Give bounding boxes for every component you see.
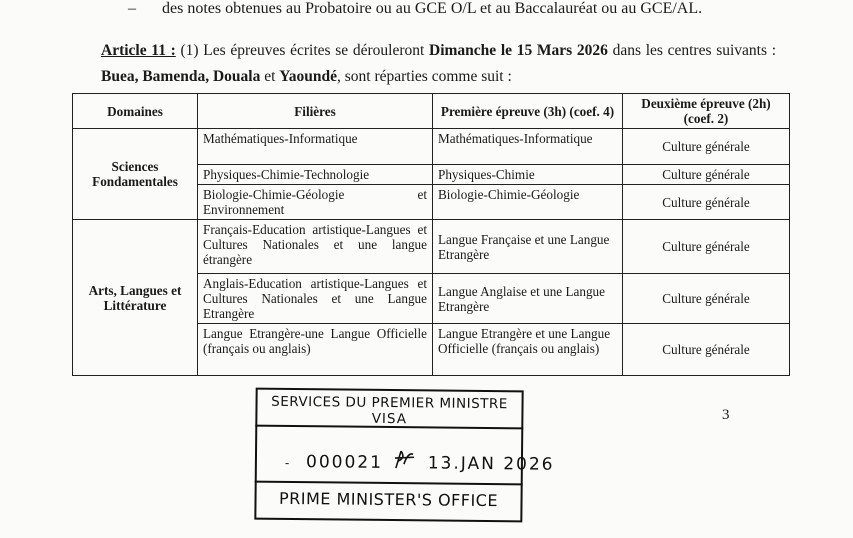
premiere-cell: Langue Anglaise et une Langue Etrangère bbox=[433, 274, 623, 324]
table-row bbox=[73, 129, 790, 165]
domain-cell: Sciences Fondamentales bbox=[73, 129, 198, 220]
filiere-cell: Français-Education artistique-Langues et Cultures Nationales et une langue étrangère bbox=[198, 220, 433, 274]
article-text: (1) Les épreuves écrites se dérouleront bbox=[175, 42, 429, 59]
stamp-services-line: SERVICES DU PREMIER MINISTRE bbox=[271, 393, 508, 413]
article-city-last: Yaoundé bbox=[279, 68, 337, 85]
article-cities: Buea, Bamenda, Douala bbox=[101, 68, 261, 85]
filiere-cell: Biologie-Chimie-Géologie et Environnement bbox=[198, 185, 433, 220]
premiere-cell: Langue Française et une Langue Etrangère bbox=[433, 220, 623, 274]
deuxieme-cell: Culture générale bbox=[623, 220, 790, 274]
filiere-cell: Anglais-Education artistique-Langues et Cultures Nationales et une Langue Etrangère bbox=[198, 274, 433, 324]
bullet-line bbox=[128, 0, 702, 18]
dash-bullet: – bbox=[128, 0, 136, 17]
deuxieme-cell: Culture générale bbox=[623, 129, 790, 165]
article-text: dans les centres suivants : bbox=[607, 42, 776, 59]
header-premiere: Première épreuve (3h) (coef. 4) bbox=[433, 94, 623, 129]
stamp-number-line: - 000021 13.JAN 2026 bbox=[285, 447, 555, 475]
header-domaines: Domaines bbox=[73, 94, 198, 129]
filiere-cell: Langue Etrangère-une Langue Officielle (français ou anglais) bbox=[198, 324, 433, 376]
article-label: Article 11 : bbox=[101, 42, 176, 59]
table-row bbox=[73, 220, 790, 274]
exam-table bbox=[72, 93, 790, 376]
stamp-visa-line: VISA bbox=[371, 410, 408, 428]
stamp-divider bbox=[255, 481, 523, 486]
article-date: Dimanche le 15 Mars 2026 bbox=[429, 42, 608, 59]
stamp-office-line: PRIME MINISTER'S OFFICE bbox=[278, 488, 499, 511]
signature-icon bbox=[392, 448, 418, 472]
premiere-cell: Langue Etrangère et une Langue Officielle (français ou anglais) bbox=[433, 324, 623, 376]
deuxieme-cell: Culture générale bbox=[623, 274, 790, 324]
deuxieme-cell: Culture générale bbox=[623, 324, 790, 376]
premiere-cell: Physiques-Chimie bbox=[433, 165, 623, 185]
article-text: et bbox=[260, 68, 280, 85]
visa-stamp bbox=[254, 388, 555, 523]
bullet-text: des notes obtenues au Probatoire ou au GCE O/L et au Baccalauréat ou au GCE/AL. bbox=[162, 0, 703, 17]
filiere-cell: Mathématiques-Informatique bbox=[198, 129, 433, 165]
table-header-row bbox=[73, 94, 790, 129]
premiere-cell: Mathématiques-Informatique bbox=[433, 129, 623, 165]
filiere-cell: Physiques-Chimie-Technologie bbox=[198, 165, 433, 185]
premiere-cell: Biologie-Chimie-Géologie bbox=[433, 185, 623, 220]
deuxieme-cell: Culture générale bbox=[623, 185, 790, 220]
stamp-date: 13.JAN 2026 bbox=[427, 453, 555, 475]
article-text: , sont réparties comme suit : bbox=[337, 68, 512, 85]
header-filieres: Filières bbox=[198, 94, 433, 129]
deuxieme-cell: Culture générale bbox=[623, 165, 790, 185]
stamp-number: 000021 bbox=[305, 452, 384, 473]
page-number: 3 bbox=[722, 407, 730, 423]
article-paragraph bbox=[101, 38, 776, 90]
header-deuxieme: Deuxième épreuve (2h) (coef. 2) bbox=[623, 94, 790, 129]
domain-cell: Arts, Langues et Littérature bbox=[73, 220, 198, 376]
